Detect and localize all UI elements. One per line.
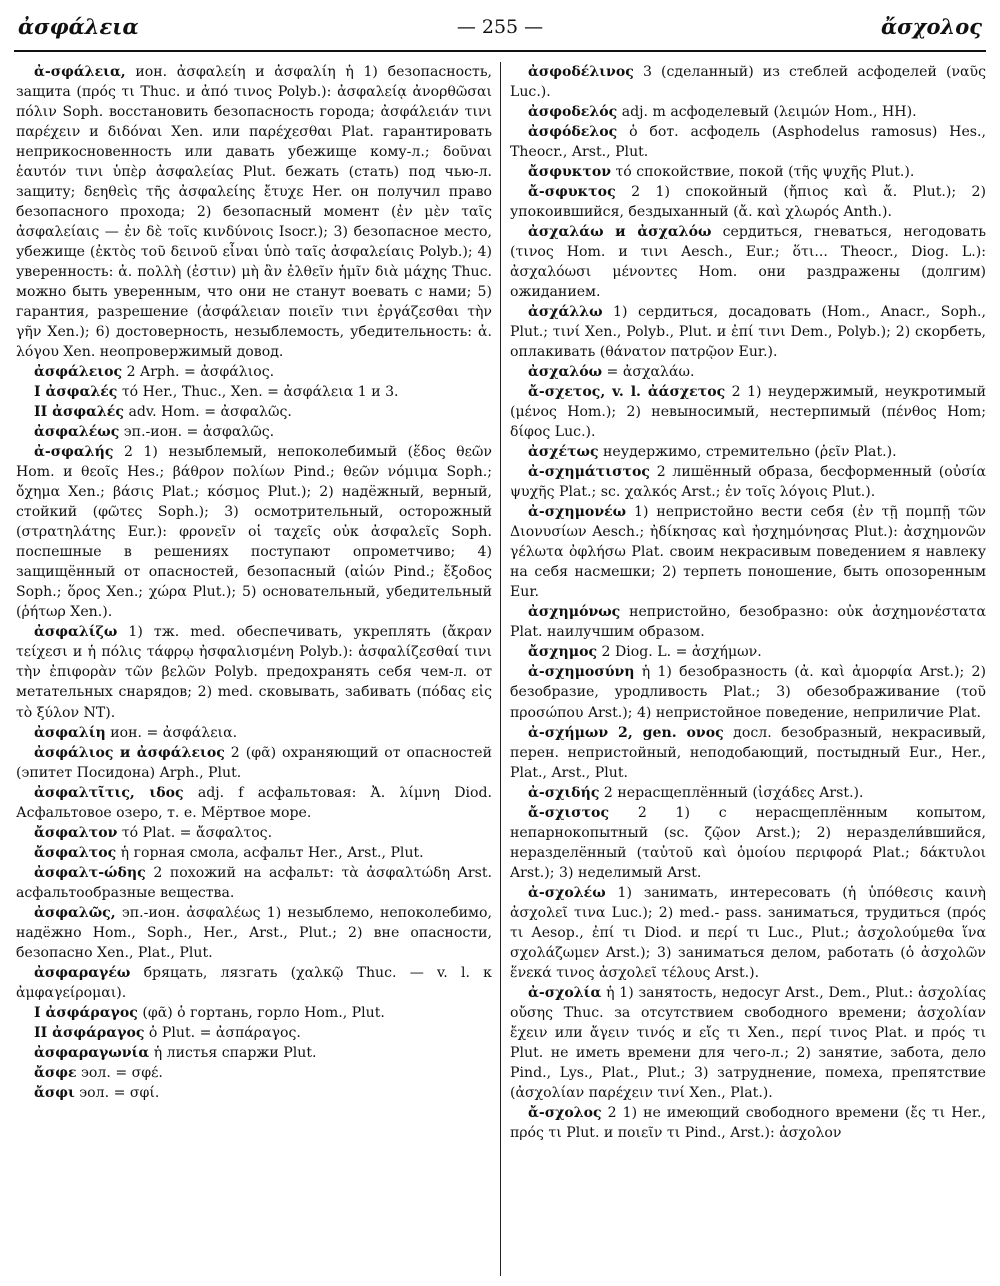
dictionary-entry [510, 642, 986, 662]
entry-headword: ἄσφι [34, 1084, 75, 1101]
header-left-guideword: ἀσφάλεια [18, 14, 139, 39]
entry-definition: 2 похожий на асфальт: τὰ ἀσφαλτώδη Arst. асфальтообразные вещества. [16, 864, 492, 901]
entry-headword: ἄ-σχιστος [528, 804, 610, 821]
entry-definition: τό спокойствие, покой (τῆς ψυχῆς Plut.). [611, 164, 915, 181]
dictionary-entry [510, 983, 986, 1103]
dictionary-entry [510, 662, 986, 722]
entry-headword: II ἀσφάραγος [34, 1024, 145, 1041]
entry-headword: ἀσφαραγέω [34, 964, 131, 981]
dictionary-entry [510, 182, 986, 222]
entry-headword: II ἀσφαλές [34, 404, 124, 421]
entry-headword: I ἀσφάραγος [34, 1004, 138, 1021]
dictionary-entry [16, 62, 492, 362]
entry-headword: ἀσφόδελος [528, 124, 618, 141]
entry-headword: ἀσφαλτ-ώδης [34, 864, 146, 881]
dictionary-entry [510, 783, 986, 803]
entry-definition: ἡ 1) занятость, недосуг Arst., Dem., Plut.: ἀσχολίας οὔσης Thuc. за отсутствием свободного времени; ἀσχολίαν ἔχειν или ἄγειν τινός и εἴς τι Xen., περί τινος Plat. и πρός τι Plut. не иметь времени для чего-л.; 2) занятие, забота, дело Pind., Lys., Plat., Plut.; 3) затруднение, помеха, препятствие (ἀσχολίαν παρέχειν τινί Xen., Plat.). [510, 984, 986, 1101]
dictionary-entry [510, 62, 986, 102]
dictionary-entry [16, 1003, 492, 1023]
entry-headword: ἀσφοδελός [528, 104, 618, 121]
dictionary-entry [510, 602, 986, 642]
entry-headword: ἀσχαλάω и ἀσχαλόω [528, 224, 712, 241]
entry-headword: ἀ-σφαλής [34, 444, 114, 461]
dictionary-entry [510, 723, 986, 783]
dictionary-entry [510, 302, 986, 362]
dictionary-entry [16, 863, 492, 903]
entry-definition: ἡ горная смола, асфальт Her., Arst., Plut. [116, 844, 424, 861]
entry-definition: эп.-ион. ἀσφαλέως 1) незыблемо, непоколебимо, надёжно Hom., Soph., Her., Arst., Plut.; 2) вне опасности, безопасно Xen., Plat., Plut. [16, 904, 492, 961]
entry-headword: ἄσχημος [528, 644, 598, 661]
entry-definition: adv. Hom. = ἀσφαλῶς. [123, 404, 292, 421]
entry-headword: ἀσφαλίη [34, 724, 106, 741]
entry-definition: 1) непристойно вести себя (ἐν τῇ πομπῇ τῶν Διονυσίων Aesch.; ἠδίκησας καὶ ἠσχημόνησας Plut.): ἀσχημονῶν γέλωτα ὀφλήσω Plat. своим некрасивым поведением я навлеку на себя насмешки; 2) терпеть поношение, быть опозоренным Eur. [510, 504, 986, 601]
dictionary-entry [16, 1043, 492, 1063]
entry-definition: 2 лишённый образа, бесформенный (οὐσία ψυχῆς Plat.; sc. χαλκός Arst.; ἐν τοῖς λόγοις Plut.). [510, 464, 986, 501]
entry-definition: adj. f асфальтовая: Ἀ. λίμνη Diod. Асфальтовое озеро, т. е. Мёртвое море. [16, 784, 492, 821]
entry-definition: непристойно, безобразно: οὐκ ἀσχημονέστατα Plat. наилучшим образом. [510, 604, 986, 641]
dictionary-entry [16, 843, 492, 863]
dictionary-entry [16, 1083, 492, 1103]
entry-headword: ἀσφοδέλινος [528, 64, 634, 80]
entry-definition: ὁ Plut. = ἀσπάραγος. [144, 1024, 301, 1041]
entry-definition: ἡ 1) безобразность (ἀ. καὶ ἀμορφία Arst.); 2) безобразие, уродливость Plat.; 3) обезображивание (τοῦ προσώπου Arst.); 4) непристойное поведение, неприличие Plat. [510, 664, 986, 721]
entry-definition: 1) занимать, интересовать (ἡ ὑπόθεσις καινὴ ἀσχολεῖ τινα Luc.); 2) med.- pass. заниматься, трудиться (πρός τι Aesop., ἐπί τι Diod. и περί τι Luc., Plut.; ἀσχολούμεθα ἵνα σχολάζωμεν Arst.); 3) заниматься делом, работать (ὁ ἀσχολῶν ἕνεκά τινος ἀσχολεῖ τέλους Arst.). [510, 884, 986, 981]
entry-headword: ἄ-σφυκτος [528, 184, 616, 201]
entry-headword: ἀσφάλειος [34, 364, 123, 381]
entry-definition: ὁ бот. асфодель (Asphodelus ramosus) Hes., Theocr., Arst., Plut. [510, 124, 986, 161]
dictionary-entry [510, 102, 986, 122]
entry-headword: ἀσφαλίζω [34, 624, 118, 641]
entry-headword: ἀσχαλόω [528, 364, 603, 381]
dictionary-entry [510, 883, 986, 983]
entry-definition: ион. = ἀσφάλεια. [105, 724, 238, 741]
entry-headword: ἄσφαλτος [34, 844, 117, 861]
entry-definition: τό Her., Thuc., Xen. = ἀσφάλεια 1 и 3. [117, 384, 399, 401]
dictionary-entry [16, 442, 492, 622]
entry-definition: 2 нерасщеплённый (ἰσχάδες Arst.). [599, 784, 864, 801]
dictionary-entry [510, 362, 986, 382]
dictionary-entry [16, 622, 492, 722]
entry-definition: досл. безобразный, некрасивый, перен. непристойный, неподобающий, постыдный Eur., Her., Plat., Arst., Plut. [510, 724, 986, 781]
entry-headword: ἀ-σχήμων 2, gen. ονος [528, 724, 724, 741]
running-head [0, 14, 1000, 44]
entry-headword: ἄσφε [34, 1064, 77, 1081]
entry-headword: ἄσφυκτον [528, 164, 611, 181]
entry-headword: ἀσχάλλω [528, 304, 603, 321]
entry-headword: ἀ-σχημονέω [528, 504, 627, 521]
entry-definition: 2 (φᾶ) охраняющий от опасностей (эпитет Посидона) Arph., Plut. [16, 744, 492, 781]
entry-definition: 2 1) незыблемый, непоколебимый (ἕδος θεῶν Hom. и θεοῖς Hes.; βάθρον πολίων Pind.; θεῶν νόμιμα Soph.; ὄχημα Xen.; βάσις Plat.; κόσμος Plut.); 2) надёжный, верный, стойкий (φῶτες Soph.); 3) осмотрительный, осторожный (στρατηλάτης Eur.): φρονεῖν οἱ ταχεῖς οὐκ ἀσφαλεῖς Soph. поспешные в решениях поступают опрометчиво; 4) защищённый от опасностей, безопасный (αἰών Pind.; ἔξοδος Soph.; ὅρος Xen.; χώρα Plut.); 5) основательный, убедительный (ῥήτωρ Xen.). [16, 444, 492, 621]
entry-headword: ἀ-σχολέω [528, 884, 606, 901]
dictionary-entry [510, 382, 986, 442]
right-column [510, 62, 986, 1276]
entry-definition: сердиться, гневаться, негодовать (τινος Hom. и τινι Aesch., Eur.; ὅτι... Theocr., Diog. L.): ἀσχαλόωσι μένοντες Hom. они раздражены (долгим) ожиданием. [510, 224, 986, 301]
dictionary-entry [510, 462, 986, 502]
entry-definition: неудержимо, стремительно (ῥεῖν Plat.). [598, 444, 897, 461]
dictionary-entry [16, 422, 492, 442]
entry-definition: adj. m асфоделевый (λειμών Hom., HH). [617, 104, 917, 121]
entry-definition: 1) сердиться, досадовать (Hom., Anacr., Soph., Plut.; τινί Xen., Polyb., Plut. и ἐπί τινι Dem., Polyb.); 2) скорбеть, оплакивать (θάνατον πατρῷον Eur.). [510, 304, 986, 361]
header-right-guideword: ἄσχολος [881, 14, 982, 39]
dictionary-entry [510, 162, 986, 182]
left-column [16, 62, 492, 1276]
entry-definition: ἡ листья спаржи Plut. [149, 1044, 317, 1061]
dictionary-entry [510, 803, 986, 883]
dictionary-entry [16, 783, 492, 823]
entry-definition: 2 1) неудержимый, неукротимый (μένος Hom.); 2) невыносимый, нестерпимый (πένθος Hom; δίφος Luc.). [510, 384, 986, 441]
entry-headword: ἀ-σχιδής [528, 784, 600, 801]
dictionary-entry [16, 903, 492, 963]
entry-definition: 3 (сделанный) из стеблей асфоделей (ναῦς Luc.). [510, 64, 986, 101]
dictionary-entry [16, 382, 492, 402]
entry-definition: ион. ἀσφαλείη и ἀσφαλίη ἡ 1) безопасность, защита (πρός τι Thuc. и ἀπό τινος Polyb.): ἀσφαλείᾳ ἀνορθῶσαι πόλιν Soph. восстановить безопасность города; ἀσφάλειάν τινι παρέχειν и διδόναι Xen. или παρέχεσθαι Plat. гарантировать неприкосновенность или давать убежище кому-л.; δοῦναι ἑαυτόν τινι ὑπὲρ ἀσφαλείας Plut. бежать (стать) под чью-л. защиту; δεηθεὶς τῆς ἀσφαλείης ἔτυχε Her. он получил право безопасного прохода; 2) безопасный момент (ἐν μὲν ταῖς ἀσφαλείαις — ἐν δὲ τοῖς κινδύνοις Isocr.); 3) безопасное место, убежище (ἐκτὸς τοῦ δεινοῦ εἶναι ὑπὸ ταῖς ἀσφαλείαις Polyb.); 4) уверенность: ἀ. πολλὴ (ἐστιν) μὴ ἂν ἐλθεῖν ἡμῖν διὰ μάχης Thuc. можно быть уверенным, что они не станут воевать с нами; 5) гарантия, разрешение (ἀσφάλειαν ποιεῖν τινι ἐργάζεσθαι τὴν γῆν Xen.); 6) достоверность, незыблемость, убедительность: ἀ. λόγου Xen. неопровержимый довод. [16, 64, 492, 361]
entry-definition: эол. = σφέ. [76, 1064, 163, 1081]
dictionary-entry [16, 1023, 492, 1043]
entry-definition: эп.-ион. = ἀσφαλῶς. [119, 424, 275, 441]
entry-definition: τό Plat. = ἄσφαλτος. [117, 824, 273, 841]
entry-headword: ἀ-σχημάτιστος [528, 464, 650, 481]
entry-headword: I ἀσφαλές [34, 384, 118, 401]
entry-headword: ἄ-σχολος [528, 1104, 602, 1121]
entry-headword: ἀ-σφάλεια, [34, 64, 126, 80]
entry-definition: 1) тж. med. обеспечивать, укреплять (ἄκραν τείχεσι и ἡ πόλις τάφρῳ ἠσφαλισμένη Polyb.): ἀσφαλίζεσθαί τινι τὴν ἐπιφορὰν τῶν βελῶν Polyb. предохранять себя чем-л. от метательных снарядов; 2) med. сковывать, забивать (πόδας εἰς τὸ ξύλον NT). [16, 624, 492, 721]
entry-definition: 2 Diog. L. = ἀσχήμων. [597, 644, 762, 661]
entry-definition: бряцать, лязгать (χαλκῷ Thuc. — v. l. к ἀμφαγείρομαι). [16, 964, 492, 1001]
entry-headword: ἄ-σχετος, v. l. ἀάσχετος [528, 384, 726, 401]
dictionary-entry [510, 442, 986, 462]
entry-headword: ἀ-σχολία [528, 984, 602, 1001]
entry-headword: ἀσχημόνως [528, 604, 621, 621]
entry-definition: = ἀσχαλάω. [602, 364, 695, 381]
entry-definition: 2 1) спокойный (ἤπιος καὶ ἄ. Plut.); 2) упокоившийся, бездыханный (ἄ. καὶ χλωρός Anth.). [510, 184, 986, 221]
dictionary-entry [16, 1063, 492, 1083]
dictionary-entry [16, 823, 492, 843]
dictionary-entry [16, 723, 492, 743]
dictionary-entry [510, 222, 986, 302]
dictionary-entry [510, 122, 986, 162]
page-number: — 255 — [456, 16, 544, 38]
dictionary-entry [16, 362, 492, 382]
entry-definition: эол. = σφί. [74, 1084, 160, 1101]
header-rule [14, 50, 986, 52]
entry-headword: ἀσφαλῶς, [34, 904, 116, 921]
dictionary-entry [16, 963, 492, 1003]
entry-definition: 2 1) с нерасщеплённым копытом, непарнокопытный (sc. ζῷον Arst.); 2) нераздели́вшийся, неразделённый (ταὐτοῦ καὶ ὁμοίου περιφορά Plat.; δάκτυλοι Arst.); 3) неделимый Arst. [510, 804, 986, 881]
entry-definition: 2 1) не имеющий свободного времени (ἔς τι Her., πρός τι Plut. и ποιεῖν τι Pind., Arst.): ἀσχολον [510, 1104, 986, 1141]
entry-headword: ἄσφαλτον [34, 824, 118, 841]
entry-headword: ἀσφαλτῖτις, ιδος [34, 784, 184, 801]
entry-definition: 2 Arph. = ἀσφάλιος. [122, 364, 275, 381]
entry-headword: ἀσφάλιος и ἀσφάλειος [34, 744, 225, 761]
entry-headword: ἀσχέτως [528, 444, 599, 461]
entry-definition: (φᾶ) ὁ гортань, горло Hom., Plut. [137, 1004, 385, 1021]
dictionary-entry [16, 743, 492, 783]
dictionary-entry [510, 1103, 986, 1143]
dictionary-entry [16, 402, 492, 422]
dictionary-entry [510, 502, 986, 602]
entry-headword: ἀσφαλέως [34, 424, 120, 441]
column-divider [500, 62, 501, 1276]
entry-headword: ἀ-σχημοσύνη [528, 664, 635, 681]
entry-headword: ἀσφαραγωνία [34, 1044, 150, 1061]
